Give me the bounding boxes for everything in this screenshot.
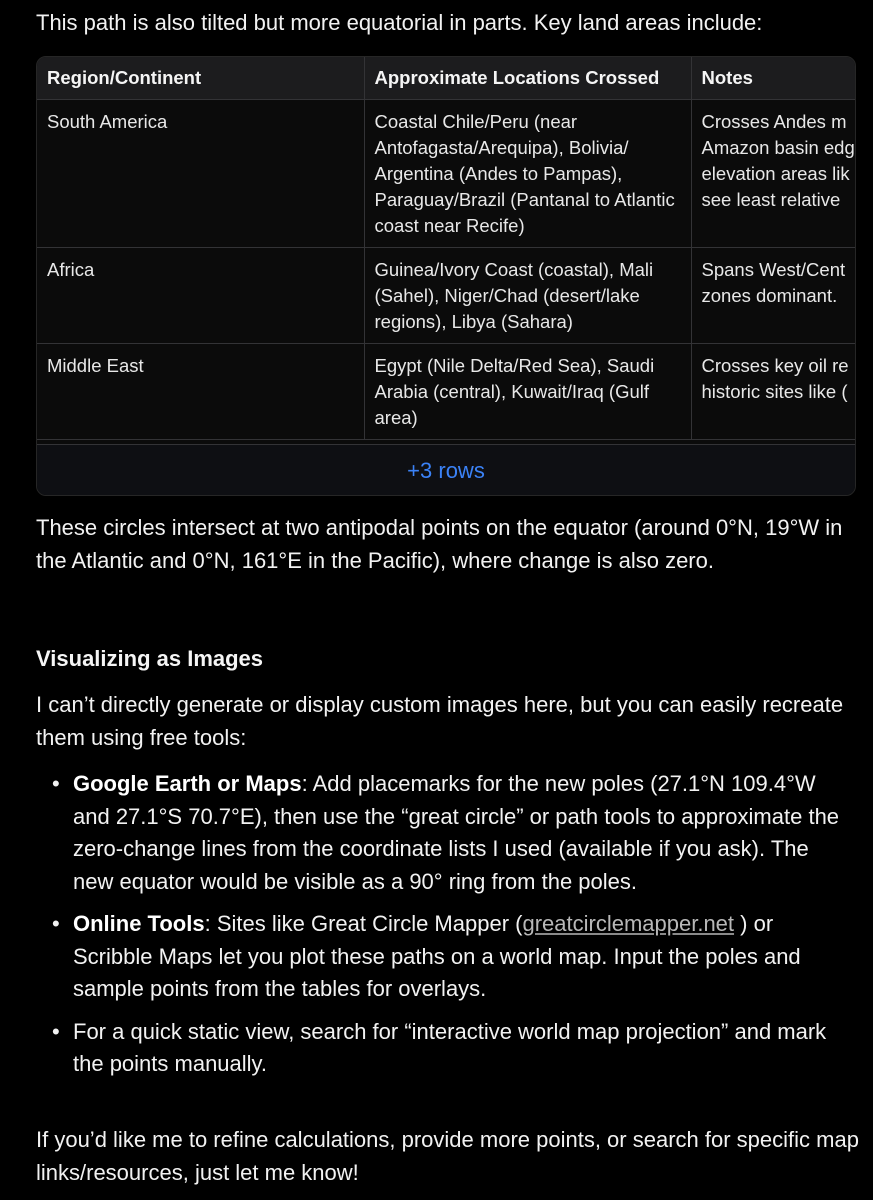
column-header-region: Region/Continent (37, 57, 364, 100)
circles-paragraph: These circles intersect at two antipodal points on the equator (around 0°N, 19°W in the Atlantic and 0°N, 161°E in the Pacific), where change is also zero. (36, 515, 843, 573)
cell-locations: Guinea/Ivory Coast (coastal), Mali (Sahel), Niger/Chad (desert/lake regions), Libya (Sahara) (364, 248, 691, 344)
list-item (36, 768, 846, 898)
cell-region: Middle East (37, 344, 364, 440)
tools-list (36, 768, 846, 1091)
table-row (37, 248, 856, 344)
intro-paragraph: This path is also tilted but more equatorial in parts. Key land areas include: (36, 10, 763, 35)
more-rows-label: +3 rows (407, 457, 485, 483)
list-item (36, 908, 846, 1006)
cell-locations: Coastal Chile/Peru (near Antofagasta/Arequipa), Bolivia/ Argentina (Andes to Pampas), Paraguay/Brazil (Pantanal to Atlantic coast near Recife) (364, 100, 691, 248)
table-row (37, 100, 856, 248)
tool-name: Online Tools (73, 911, 205, 936)
cell-region: South America (37, 100, 364, 248)
tool-description-continued: ) or Scribble Maps let you plot these paths on a world map. Input the poles and sample points from the tables for overlays. (73, 911, 801, 1001)
table-header-row (37, 57, 856, 100)
table-grid (37, 57, 856, 440)
cell-locations: Egypt (Nile Delta/Red Sea), Saudi Arabia (central), Kuwait/Iraq (Gulf area) (364, 344, 691, 440)
closing-paragraph: If you’d like me to refine calculations, provide more points, or search for specific map links/resources, just let me know! (36, 1127, 859, 1185)
great-circle-mapper-link[interactable]: greatcirclemapper.net (522, 911, 735, 936)
bullet-icon: • (52, 1018, 60, 1044)
tool-description: : Sites like Great Circle Mapper ( (204, 911, 523, 936)
cell-region: Africa (37, 248, 364, 344)
images-paragraph: I can’t directly generate or display custom images here, but you can easily recreate them using free tools: (36, 692, 844, 750)
bullet-icon: • (52, 771, 60, 796)
cell-notes: Crosses key oil re historic sites like ( (691, 344, 856, 440)
column-header-locations: Approximate Locations Crossed (364, 57, 691, 100)
bullet-icon: • (52, 911, 60, 936)
table-row (37, 344, 856, 440)
tool-description: For a quick static view, search for “interactive world map projection” and mark the points manually. (73, 1018, 827, 1076)
tool-description: : Add placemarks for the new poles (27.1°N 109.4°W and 27.1°S 70.7°E), then use the “great circle” or path tools to approximate the zero-change lines from the coordinate lists I used (available if you ask). The new equator would be visible as a 90° ring from the poles. (73, 771, 840, 894)
column-header-notes: Notes (691, 57, 856, 100)
show-more-rows-button[interactable] (37, 444, 855, 496)
section-heading: Visualizing as Images (36, 646, 264, 671)
tool-name: Google Earth or Maps (73, 771, 302, 796)
list-item (36, 1016, 846, 1081)
cell-notes: Crosses Andes m Amazon basin edg elevation areas lik see least relative (691, 100, 856, 248)
cell-notes: Spans West/Cent zones dominant. (691, 248, 856, 344)
land-areas-table[interactable] (36, 56, 856, 496)
